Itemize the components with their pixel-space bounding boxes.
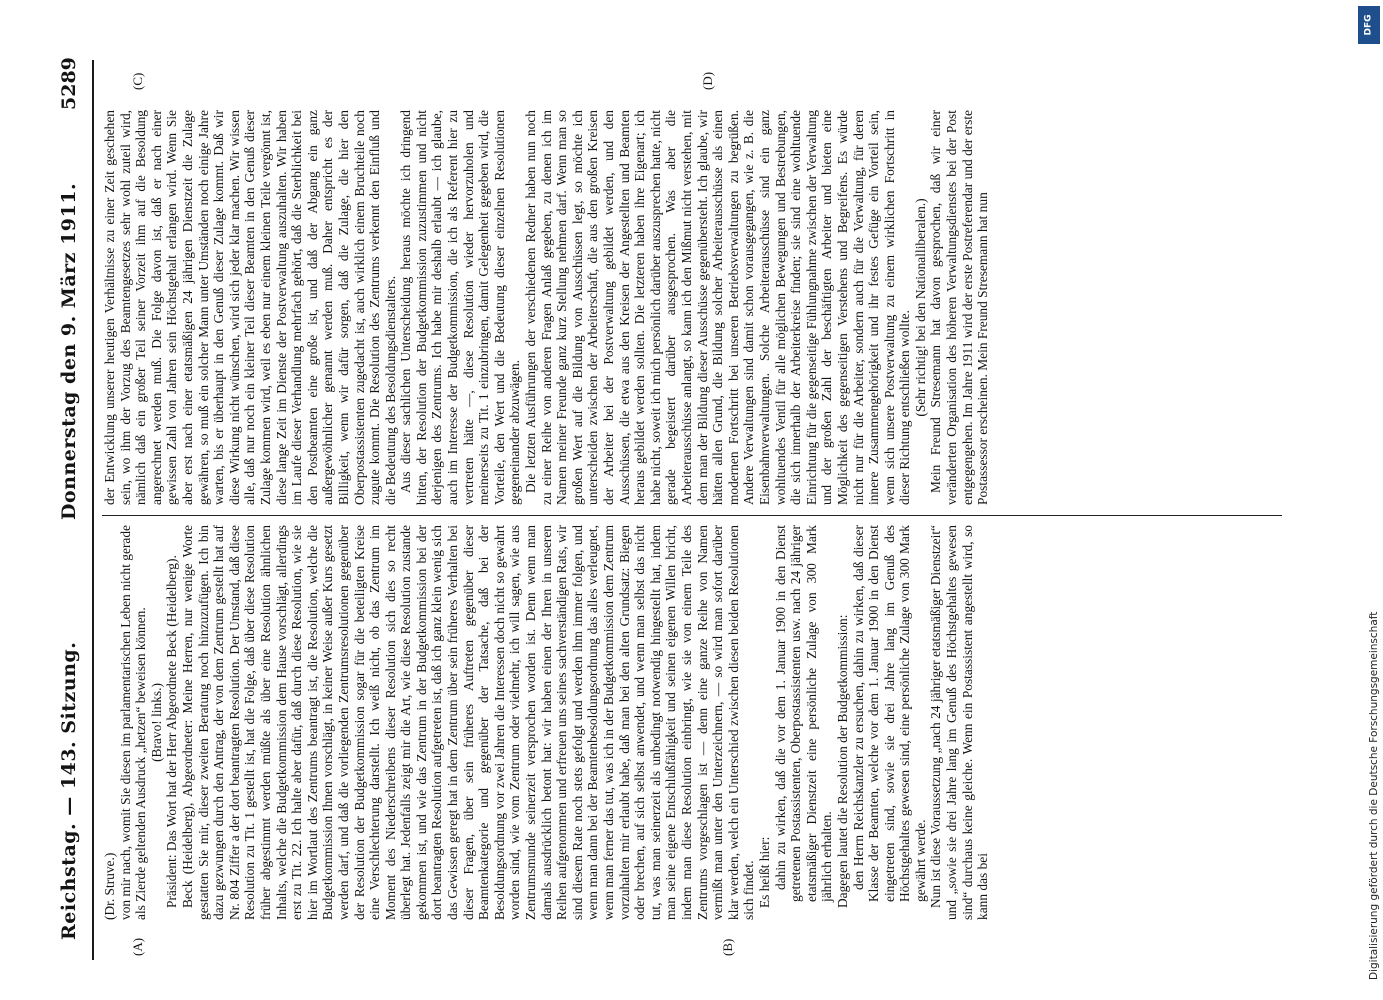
- paragraph: Dagegen lautet die Resolution der Budgetkommission:: [834, 614, 850, 908]
- paragraph: Nun ist diese Voraussetzung „nach 24 jähriger etatsmäßiger Dienstzeit“ und „sowie sie drei Jahre lang im Genuß des Höchstgehaltes gewesen sind“ durchaus keine gleiche. Wenn ein Postassistent angestellt wird, so kann das bei: [928, 525, 991, 920]
- rotated-document-page: [40, 57, 1300, 960]
- paragraph: Beck (Heidelberg), Abgeordneter: Meine Herren, nur wenige Worte gestatten Sie mir, dieser zweiten Beratung noch hinzuzufügen. Ich bin dazu gezwungen durch den Antrag, der von dem Zentrum gestellt hat auf Nr. 804 Ziffer a der dort beantragten Resolution. Der Umstand, daß diese Resolution zu Tit. 1 gestellt ist, hat die Folge, daß über diese Resolution früher abgestimmt werden müßte als über eine Resolution ähnlichen Inhalts, welche die Budgetkommission dem Hause vorschlägt, allerdings erst zu Tit. 22. Ich halte aber dafür, daß durch diese Resolution, wie sie hier im Wortlaut des Zentrums beantragt ist, die Resolution, welche die Budgetkommission Ihnen vorschlägt, in keiner Weise außer Kurs gesetzt werden darf, und daß die vorliegenden Zentrumsresolutionen gegenüber der Resolution der Budgetkommission sogar für die beteiligten Kreise eine Verschlechterung darstellt. Ich weiß nicht, ob das Zentrum im Moment des Niederschreibens dieser Resolution sich dies so recht überlegt hat. Jedenfalls zeigt mir die Art, wie diese Resolution zustande gekommen ist, und wie das Zentrum in der Budgetkommission bei der dort beantragten Resolution aufgetreten ist, daß ich ganz klein wenig sich das Gewissen geregt hat in dem Zentrum über sein früheres Verhalten bei dieser Fragen, über sein früheres Auftreten gegenüber dieser Beamtenkategorie und gegenüber der Tatsache, daß bei der Besoldungsordnung vor zwei Jahren die Interessen doch nicht so gewahrt worden sind, wie vom Zentrum oder vielmehr, ich will sagen, wie aus Zentrumsmunde seinerzeit versprochen worden ist. Denn wenn man damals ausdrücklich betont hat: wir haben einen der Ihren in unseren Reihen aufgenommen und erfreuen uns seines sachverständigen Rats, wir sind diesem Rate noch stets gefolgt und werden ihm immer folgen, und wenn man dann bei der Beamtenbesoldungsordnung das alles verleugnet, wenn man ferner das tut, was ich in der Budgetkommission dem Zentrum vorzuhalten mir erlaubt habe, daß man bei den alten Grundsatz: Biegen oder brechen, auf sich selbst anwendet, und wenn man selbst das nicht tut, was man seinerzeit als unbedingt notwendig hingestellt hat, indem man seine eigene Entschlußfähigkeit und seinen eigenen Willen bricht, indem man diese Resolution einbringt, wie sie von einem Teile des Zentrums vorgeschlagen ist — denn eine ganze Reihe von Namen vermißt man unter den Unterzeichnern, — so wird man sofort darüber klar werden, welch ein Unterschied zwischen diesen beiden Resolutionen sich findet.: [179, 525, 757, 920]
- right-text-column: [102, 110, 1282, 505]
- header-session: Reichstag. — 143. Sitzung.: [58, 641, 80, 940]
- column-separator: [102, 515, 1282, 516]
- paragraph: Mein Freund Stresemann hat davon gesprochen, daß wir einer veränderten Organisation des höheren Verwaltungsdienstes bei der Post entgegengehen. Im Jahre 1911 wird der erste Postreferendar und der erste Postassessor erscheinen. Mein Freund Stresemann hat nun: [928, 110, 991, 505]
- margin-marker-c: (C): [130, 72, 145, 90]
- page-header: [54, 57, 94, 960]
- page-number: 5289: [58, 57, 80, 110]
- margin-marker-d: (D): [700, 71, 715, 90]
- paragraph: (Dr. Struve.): [102, 852, 117, 920]
- paragraph: Die letzten Ausführungen der verschiedenen Redner haben nun noch zu einer Reihe von anderen Fragen Anlaß gegeben, zu denen ich im Namen meiner Freunde ganz kurz Stellung nehmen darf. Wenn man so großen Wert auf die Bildung von Ausschüssen legt, so möchte ich unterscheiden zwischen der Arbeiterschaft, die aus den großen Kreisen der Arbeiter bei der Postverwaltung gebildet werden, und den Ausschüssen, die etwa aus den Kreisen der Angestellten und Beamten heraus gebildet werden sollten. Die letzteren haben ihre Eigenart; ich habe nicht, soweit ich mich persönlich darüber auszusprechen hatte, nicht gerade begeistert darüber ausgesprochen. Was aber die Arbeiterausschüsse anlangt, so kann ich den Mißmut nicht verstehen, mit dem man der Bildung dieser Ausschüsse gegenübersteht. Ich glaube, wir hätten allen Grund, die Bildung solcher Arbeiterausschüsse als einen modernen Fortschritt bei unseren Betriebsverwaltungen zu begrüßen. Andere Verwaltungen sind damit schon vorausgegangen, wie z. B. die Eisenbahnverwaltungen. Solche Arbeiterausschüsse sind ein ganz wohltuendes Ventil für alle möglichen Bewegungen und Bestrebungen, die sich innerhalb der Arbeiterkreise finden; sie sind eine wohltuende Einrichtung für die gegenseitige Fühlungnahme zwischen der Verwaltung und der großen Zahl der beschäftigten Arbeiter und bieten eine Möglichkeit des gegenseitigen Verstehens und Begreifens. Es würde nicht nur für die Arbeiter, sondern auch für die Verwaltung, für deren innere Zusammengehörigkeit und ihr festes Gefüge ein Vorteil sein, wenn sich unsere Postverwaltung zu einem wirklichen Fortschritt in dieser Richtung entschließen wollte.: [523, 110, 913, 505]
- paragraph: von mir nach, womit Sie diesen im parlamentarischen Leben nicht gerade als Zierde geltenden Ausdruck „hetzen“ beweisen können.: [117, 525, 149, 920]
- paragraph: Präsident: Das Wort hat der Herr Abgeordnete Beck (Heidelberg).: [164, 555, 180, 908]
- paragraph: Es heißt hier:: [756, 836, 772, 908]
- paragraph: dahin zu wirken, daß die vor dem 1. Januar 1900 in den Dienst getretenen Postassistenten, Oberpostassistenten usw. nach 24 jähriger etatsmäßiger Dienstzeit eine persönliche Zulage von 300 Mark jährlich erhalten.: [772, 525, 835, 902]
- header-date: Donnerstag den 9. März 1911.: [58, 182, 80, 520]
- header-rule: [92, 60, 94, 960]
- dfg-logo-text: DFG: [1363, 14, 1374, 36]
- margin-marker-b: (B): [720, 938, 735, 956]
- paragraph: (Sehr richtig! bei den Nationalliberalen.): [912, 198, 928, 417]
- paragraph: den Herrn Reichskanzler zu ersuchen, dahin zu wirken, daß dieser Klasse der Beamten, welche vor dem 1. Januar 1900 in den Dienst eingetreten sind, sowie sie drei Jahre lang im Genuß des Höchstgehaltes gewesen sind, eine persönliche Zulage von 300 Mark gewährt werde.: [850, 525, 928, 902]
- paragraph: (Bravo! links.): [148, 683, 164, 762]
- paragraph: Aus dieser sachlichen Unterscheidung heraus möchte ich dringend bitten, der Resolution der Budgetkommission zuzustimmen und nicht derjenigen des Zentrums. Ich habe mir deshalb erlaubt — ich glaube, auch im Interesse der Budgetkommission, die ich als Referent hier zu vertreten hätte —, diese Resolution wieder hervorzuholen und meinerseits zu Tit. 1 einzubringen, damit Gelegenheit gegeben wird, die Vorteile, den Wert und die Bedeutung dieser einzelnen Resolutionen gegeneinander abzuwägen.: [398, 110, 523, 505]
- paragraph: der Entwicklung unserer heutigen Verhältnisse zu einer Zeit geschehen sein, wo ihm der Vorzug des Beamtengesetzes sehr wohl zuteil wird, nämlich daß ein großer Teil seiner Vorzeit ihm auf die Besoldung angerechnet werden muß. Die Folge davon ist, daß er nach einer gewissen Zahl von Jahren sein Höchstgehalt erlangen wird. Wenn Sie aber erst nach einer etatsmäßigen 24 jährigen Dienstzeit die Zulage gewähren, so muß ein solcher Mann unter Umständen noch einige Jahre warten, bis er überhaupt in den Genuß dieser Zulage kommt. Daß wir diese Wirkung nicht wünschen, wird sich jeder klar machen. Wir wissen alle, daß nur noch ein kleiner Teil dieser Beamten in den Genuß dieser Zulage kommen wird, weil es eben nur einem kleinen Teile vergönnt ist, diese lange Zeit im Dienste der Postverwaltung auszuhalten. Wir haben im Laufe dieser Verhandlung mehrfach gehört, daß die Sterblichkeit bei den Postbeamten eine große ist, und daß der Abgang ein ganz außergewöhnlicher genannt werden muß. Daher entspricht es der Billigkeit, wenn wir dafür sorgen, daß die Zulage, die hier den Oberpostassistenten zugedacht ist, auch wirklich einem Bruchteile noch zugute kommt. Die Resolution des Zentrums verkennt den Einfluß und die Bedeutung des Besoldungsdienstalters.: [102, 110, 398, 505]
- digitization-credit: Digitalisierung gefördert durch die Deutsche Forschungsgemeinschaft: [1368, 611, 1380, 980]
- left-text-column: [102, 525, 1282, 920]
- margin-marker-a: (A): [130, 937, 145, 956]
